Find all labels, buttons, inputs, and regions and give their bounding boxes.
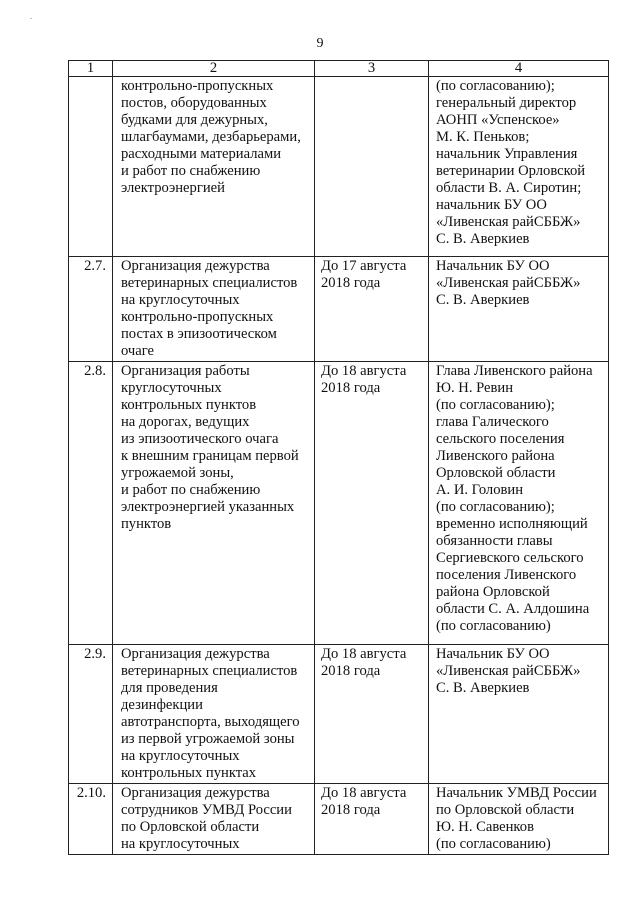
header-col-3: 3 [315,61,429,77]
item-task: контрольно-пропускных постов, оборудованных будками для дежурных, шлагбаумами, дезбарьерами, расходными материалами и работ по снабжению электроэнергией [113,77,315,257]
item-task: Организация дежурства сотрудников УМВД России по Орловской области на круглосуточных [113,784,315,855]
item-responsible: Начальник БУ ОО «Ливенская райСББЖ» С. В. Аверкиев [429,645,609,784]
table-row [69,77,609,257]
item-number: 2.7. [69,257,113,362]
item-deadline: До 18 августа 2018 года [315,362,429,645]
item-responsible: Начальник БУ ОО «Ливенская райСББЖ» С. В. Аверкиев [429,257,609,362]
item-deadline: До 18 августа 2018 года [315,784,429,855]
table-header-row [69,61,609,77]
table-row [69,257,609,362]
header-col-2: 2 [113,61,315,77]
item-responsible: Глава Ливенского района Ю. Н. Ревин (по согласованию); глава Галического сельского поселения Ливенского района Орловской области А. И. Головин (по согласованию); временно исполняющий обязанности главы Сергиевского сельского поселения Ливенского района Орловской области С. А. Алдошина (по согласованию) [429,362,609,645]
item-number: 2.10. [69,784,113,855]
item-responsible: (по согласованию); генеральный директор АОНП «Успенское» М. К. Пеньков; начальник Управления ветеринарии Орловской области В. А. Сиротин; начальник БУ ОО «Ливенская райСББЖ» С. В. Аверкиев [429,77,609,257]
page-number: 9 [316,36,324,51]
item-deadline: До 18 августа 2018 года [315,645,429,784]
item-task: Организация дежурства ветеринарных специалистов на круглосуточных контрольно-пропускных постах в эпизоотическом очаге [113,257,315,362]
item-task: Организация дежурства ветеринарных специалистов для проведения дезинфекции автотранспорта, выходящего из первой угрожаемой зоны на круглосуточных контрольных пунктах [113,645,315,784]
table-row [69,645,609,784]
item-deadline: До 17 августа 2018 года [315,257,429,362]
header-col-4: 4 [429,61,609,77]
item-number: 2.9. [69,645,113,784]
table-row [69,784,609,855]
item-deadline [315,77,429,257]
plan-table [68,60,609,855]
stray-mark: . [30,12,32,21]
item-responsible: Начальник УМВД России по Орловской области Ю. Н. Савенков (по согласованию) [429,784,609,855]
item-number [69,77,113,257]
item-task: Организация работы круглосуточных контрольных пунктов на дорогах, ведущих из эпизоотического очага к внешним границам первой угрожаемой зоны, и работ по снабжению электроэнергией указанных пунктов [113,362,315,645]
table-row [69,362,609,645]
item-number: 2.8. [69,362,113,645]
header-col-1: 1 [69,61,113,77]
